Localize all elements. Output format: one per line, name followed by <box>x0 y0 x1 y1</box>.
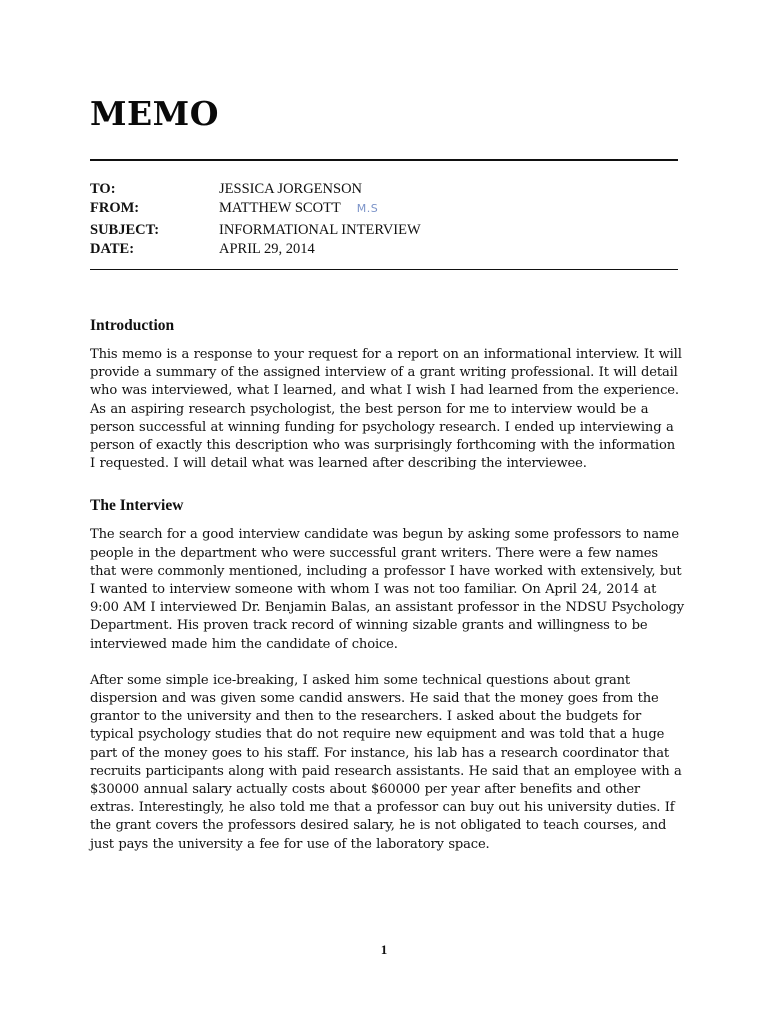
paragraph: The search for a good interview candidate was begun by asking some professors to name people in the department who were successful grant writers. There were a few names that were commonly mentioned, including a professor I have worked with extensively, but I wanted to interview someone with whom I was not too familiar. On April 24, 2014 at 9:00 AM I interviewed Dr. Benjamin Balas, an assistant professor in the NDSU Psychology Department. His proven track record of winning sizable grants and willingness to be interviewed made him the candidate of choice. <box>90 527 685 652</box>
from-label: FROM: <box>90 200 140 216</box>
paragraph: This memo is a response to your request for a report on an informational interview. It will provide a summary of the assigned interview of a grant writing professional. It will detail who was interviewed, what I learned, and what I wish I had learned from the experience. As an aspiring research psychologist, the best person for me to interview would be a person successful at winning funding for psychology research. I ended up interviewing a person of exactly this description who was surprisingly forthcoming with the information I requested. I will detail what was learned after describing the interviewee. <box>90 347 682 472</box>
to-label: TO: <box>90 181 116 197</box>
memo-header <box>90 180 678 259</box>
section-the-interview <box>90 494 684 853</box>
header-row-to <box>90 180 678 199</box>
date-value: APRIL 29, 2014 <box>219 241 315 257</box>
subject-label: SUBJECT: <box>90 222 160 238</box>
to-value: JESSICA JORGENSON <box>219 181 363 197</box>
section-heading: Introduction <box>90 317 175 334</box>
date-label: DATE: <box>90 241 135 257</box>
memo-body <box>90 314 684 854</box>
from-value: MATTHEW SCOTT <box>219 200 341 216</box>
from-initials: M.S <box>356 202 379 215</box>
paragraph: After some simple ice-breaking, I asked him some technical questions about grant dispersion and was given some candid answers. He said that the money goes from the grantor to the university and then to the researchers. I asked about the budgets for typical psychology studies that do not require new equipment and was told that a huge part of the money goes to his staff. For instance, his lab has a research coordinator that recruits participants along with paid research assistants. He said that an employee with a $30000 annual salary actually costs about $60000 per year after benefits and other extras. Interestingly, he also told me that a professor can buy out his university duties. If the grant covers the professors desired salary, he is not obligated to teach courses, and just pays the university a fee for use of the laboratory space. <box>90 672 682 852</box>
header-row-from <box>90 199 678 218</box>
from-value-wrap <box>219 199 378 218</box>
subject-value: INFORMATIONAL INTERVIEW <box>219 222 421 238</box>
header-row-date <box>90 240 678 259</box>
page-number: 1 <box>380 942 388 957</box>
memo-title: MEMO <box>90 94 219 133</box>
section-introduction <box>90 314 684 473</box>
header-divider-top <box>90 159 678 161</box>
header-row-subject <box>90 221 678 240</box>
header-divider-bottom <box>90 269 678 270</box>
section-heading: The Interview <box>90 497 184 515</box>
